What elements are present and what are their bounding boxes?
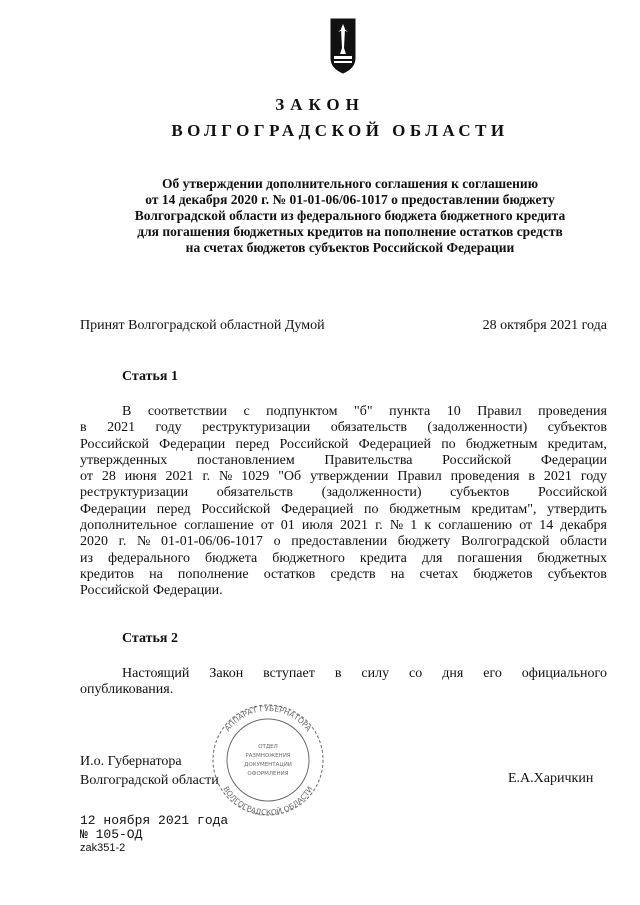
word: от <box>519 518 533 534</box>
word: бюджетов <box>473 566 533 582</box>
word: на <box>390 566 405 582</box>
word: бюджета <box>205 550 258 566</box>
article-1-title: Статья 1 <box>122 369 178 384</box>
text-line <box>80 502 607 518</box>
subject-line: от 14 декабря 2020 г. № 01-01-06/06-1017 о предоставлении бюджету <box>145 192 555 207</box>
word: бюджетных <box>537 550 607 566</box>
word: июля <box>301 518 333 534</box>
text-line <box>80 666 607 682</box>
word: от <box>260 518 274 534</box>
document-subject <box>90 176 610 256</box>
word: соглашению <box>438 518 513 534</box>
registration-number: № 105-ОД <box>80 827 143 842</box>
word: г. <box>118 534 127 550</box>
word: № <box>137 534 151 550</box>
article-1-text <box>80 404 607 600</box>
word: Федерацией <box>358 436 432 452</box>
word: июня <box>124 469 157 485</box>
registration-date: 12 ноября 2021 года <box>80 813 229 828</box>
word: реструктуризации <box>202 420 311 436</box>
word: по <box>364 501 379 517</box>
word: обязательств <box>330 420 407 436</box>
word: № <box>389 518 404 534</box>
article-2-title: Статья 2 <box>122 631 178 646</box>
position-line: Волгоградской области <box>80 773 219 788</box>
word: Федерации <box>80 501 147 517</box>
word: соглашение <box>184 518 254 534</box>
word: Правил <box>477 404 522 419</box>
stamp-inner-line: РАЗМНОЖЕНИЯ <box>245 753 291 759</box>
word: дополнительное <box>80 518 177 534</box>
word: обязательств <box>216 485 294 501</box>
word: Российской <box>538 485 607 501</box>
adoption-date: 28 октября 2021 года <box>482 318 607 333</box>
stamp-inner-line: ОТДЕЛ <box>258 744 278 750</box>
word: к <box>424 518 432 534</box>
word: соответствии <box>147 404 227 419</box>
word: утвержденных <box>80 452 168 468</box>
text-line <box>80 453 607 469</box>
word: "б" <box>354 404 373 419</box>
word: утверждении <box>310 469 389 485</box>
word: 2021 <box>165 469 194 485</box>
word: бюджету <box>397 534 451 550</box>
word: 1029 <box>241 469 270 485</box>
word: средств <box>330 566 376 582</box>
official-stamp <box>203 702 333 817</box>
word: бюджетного <box>272 550 345 566</box>
word: 2021 <box>543 469 572 485</box>
word: Федерации. <box>153 583 223 599</box>
word: с <box>243 404 250 419</box>
word: кредитов <box>80 566 134 582</box>
text-line <box>80 567 607 583</box>
word: Российской <box>80 436 149 452</box>
word: реструктуризации <box>80 485 189 501</box>
word: Федерацией <box>281 501 354 517</box>
word: 2020 <box>80 534 108 550</box>
word: 2021 <box>339 518 368 534</box>
word: дня <box>442 666 464 681</box>
word: бюджетным <box>465 436 538 452</box>
text-line <box>80 534 607 550</box>
word: субъектов <box>450 485 510 501</box>
word: предоставлении <box>291 534 388 550</box>
subject-line: для погашения бюджетных кредитов на пополнение остатков средств <box>137 224 563 239</box>
word: году <box>580 469 607 485</box>
document-code: zak351-2 <box>80 842 126 854</box>
word: "Об <box>278 469 302 485</box>
stamp-ring-bottom: ВОЛГОГРАДСКОЙ ОБЛАСТИ <box>221 784 315 817</box>
word: 01 <box>280 518 295 534</box>
text-line <box>80 437 607 453</box>
word: силу <box>361 666 390 681</box>
word: субъектов <box>547 420 607 436</box>
adopted-by: Принят Волгоградской областной Думой <box>80 318 325 333</box>
adoption-info <box>80 318 607 334</box>
text-line <box>80 420 607 436</box>
word: 1 <box>410 518 418 534</box>
word: 2021 <box>107 420 136 436</box>
word: 10 <box>446 404 461 419</box>
subject-line: Об утверждении дополнительного соглашения к соглашению <box>161 176 539 191</box>
word: Закон <box>209 666 244 681</box>
word: 28 <box>101 469 116 485</box>
text-line <box>80 404 607 420</box>
word: Волгоградской <box>461 534 550 550</box>
word: г. <box>202 469 211 485</box>
word: субъектов <box>547 566 607 582</box>
word: № <box>219 469 233 485</box>
stamp-ring-top: АППАРАТ ГУБЕРНАТОРА <box>222 703 314 733</box>
word: Правил <box>397 469 442 485</box>
word: о <box>273 534 281 550</box>
word: бюджетным <box>389 501 461 517</box>
word: перед <box>235 436 270 452</box>
stamp-inner-line: ОФОРМЛЕНИЯ <box>247 771 289 777</box>
stamp-inner-line: ДОКУМЕНТАЦИИ <box>244 762 292 768</box>
word: перед <box>156 501 191 517</box>
word: (задолженности) <box>427 420 528 436</box>
word: подпунктом <box>266 404 338 419</box>
word: утвердить <box>547 501 607 517</box>
word: проведения <box>450 469 520 485</box>
word: вступает <box>263 666 315 681</box>
word: от <box>80 469 93 485</box>
word: кредита <box>359 550 407 566</box>
word: погашения <box>457 550 523 566</box>
word: постановлением <box>196 452 295 468</box>
word: Правительства <box>324 452 413 468</box>
word: проведения <box>538 404 607 419</box>
word: из <box>80 550 94 566</box>
word: остатков <box>263 566 316 582</box>
word: пополнение <box>177 566 249 582</box>
word: опубликования. <box>80 682 174 698</box>
signatory-position <box>80 752 219 790</box>
word: федерального <box>108 550 191 566</box>
word: в <box>528 469 535 485</box>
text-line <box>80 469 607 485</box>
subject-line: на счетах бюджетов субъектов Российской Федерации <box>185 240 515 255</box>
word: кредитам, <box>547 436 607 452</box>
document-type-title: ЗАКОН <box>275 95 365 114</box>
word: Настоящий <box>122 666 190 681</box>
word: для <box>421 550 443 566</box>
word: Федерации <box>540 452 607 468</box>
signatory-name: Е.А.Харичкин <box>508 771 594 786</box>
word: году <box>155 420 182 436</box>
text-line <box>80 485 607 501</box>
subject-line: Волгоградской области из федерального бюджета бюджетного кредита <box>134 208 566 223</box>
word: области <box>560 534 607 550</box>
word: кредитам", <box>471 501 537 517</box>
word: со <box>409 666 423 681</box>
word: его <box>483 666 502 681</box>
word: в <box>334 666 342 681</box>
word: 01-01-06/06-1017 <box>161 534 263 550</box>
document-region-title: ВОЛГОГРАДСКОЙ ОБЛАСТИ <box>171 121 509 140</box>
position-line: И.о. Губернатора <box>80 754 182 769</box>
text-line <box>80 551 607 567</box>
word: официального <box>521 666 607 681</box>
word: декабря <box>560 518 607 534</box>
word: по <box>441 436 456 452</box>
word: В <box>122 404 132 419</box>
word: Российской <box>80 583 149 599</box>
text-line <box>80 518 607 534</box>
word: Российской <box>201 501 271 517</box>
registration-info <box>80 814 228 842</box>
coat-of-arms-icon <box>330 18 356 74</box>
text-line <box>80 583 607 599</box>
word: счетах <box>419 566 459 582</box>
word: (задолженности) <box>321 485 422 501</box>
word: на <box>149 566 163 582</box>
text-line <box>80 682 607 698</box>
word: г. <box>375 518 383 534</box>
article-2-text <box>80 666 607 699</box>
word: Российской <box>442 452 512 468</box>
word: Федерации <box>159 436 226 452</box>
word: пункта <box>389 404 431 419</box>
word: в <box>80 420 87 436</box>
word: Российской <box>279 436 349 452</box>
word: 14 <box>539 518 554 534</box>
